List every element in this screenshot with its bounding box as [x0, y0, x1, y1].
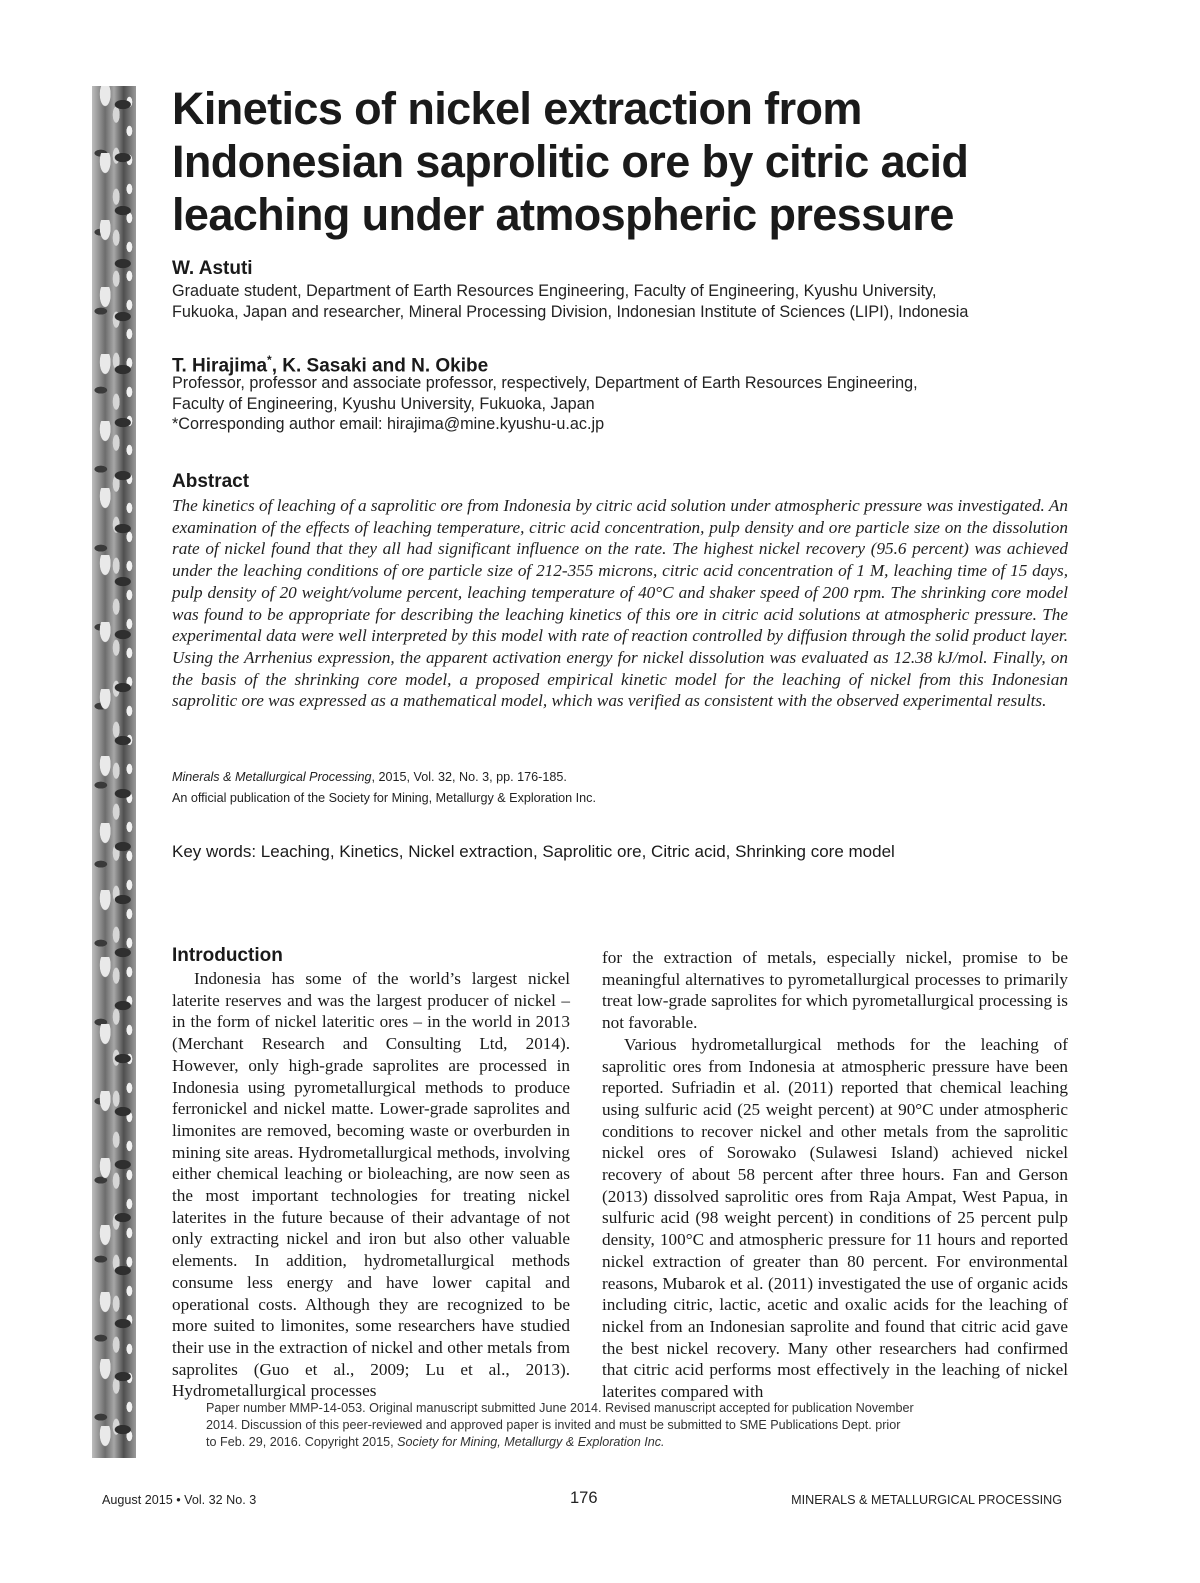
introduction-paragraph: for the extraction of metals, especially nickel, promise to be meaningful alternatives to pyrometallurgical processes to primarily treat low-grade saprolites for which pyrometallurgical processing is not favorable. [602, 948, 1068, 1033]
footer-journal-name: MINERALS & METALLURGICAL PROCESSING [791, 1493, 1062, 1507]
citation-line [172, 767, 1072, 788]
citation-block [172, 767, 1072, 809]
introduction-heading: Introduction [172, 945, 283, 966]
keywords-line: Key words: Leaching, Kinetics, Nickel extraction, Saprolitic ore, Citric acid, Shrinking core model [172, 842, 895, 861]
abstract-text: The kinetics of leaching of a saprolitic ore from Indonesia by citric acid solution under atmospheric pressure was investigated. An examination of the effects of leaching temperature, citric acid concentration, pulp density and ore particle size on the dissolution rate of nickel found that they all had significant influence on the rate. The highest nickel recovery (95.6 percent) was achieved under the leaching conditions of ore particle size of 212-355 microns, citric acid concentration of 1 M, leaching time of 15 days, pulp density of 20 weight/volume percent, leaching temperature of 40°C and shaker speed of 200 rpm. The shrinking core model was found to be appropriate for describing the leaching kinetics of this ore in citric acid solutions at atmospheric pressure. The experimental data were well interpreted by this model with rate of reaction controlled by diffusion through the solid product layer. Using the Arrhenius expression, the apparent activation energy for nickel dissolution was evaluated as 12.38 kJ/mol. Finally, on the basis of the shrinking core model, a proposed empirical kinetic model for the leaching of nickel from this Indonesian saprolitic ore was expressed as a mathematical model, which was verified as consistent with the observed experimental results. [172, 496, 1068, 711]
corresponding-email-line: *Corresponding author email: hirajima@mine.kyushu-u.ac.jp [172, 415, 605, 433]
footnote-society-name: Society for Mining, Metallurgy & Exploration Inc. [397, 1434, 665, 1449]
title-line: Kinetics of nickel extraction from [172, 83, 862, 134]
title-line: leaching under atmospheric pressure [172, 189, 954, 240]
introduction-paragraph: Various hydrometallurgical methods for the leaching of saprolitic ores from Indonesia at atmospheric pressure have been reported. Sufriadin et al. (2011) reported that chemical leaching using sulfuric acid (25 weight percent) at 90°C under atmospheric conditions to recover nickel and other metals from the saprolitic nickel ores of Sorowako (Sulawesi Island) achieved nickel recovery of about 58 percent after three hours. Fan and Gerson (2013) dissolved saprolitic ores from Raja Ampat, West Papua, in sulfuric acid (98 weight percent) in conditions of 25 percent pulp density, 100°C and atmospheric pressure for 11 hours and reported nickel extraction of greater than 80 percent. For environmental reasons, Mubarok et al. (2011) investigated the use of organic acids including citric, lactic, acetic and oxalic acids for the leaching of nickel from an Indonesian saprolite and found that citric acid gave the best nickel recovery. Many other researchers had confirmed that citric acid performs most effectively in the leaching of nickel laterites compared with [602, 1034, 1068, 1402]
author-name-hirajima: T. Hirajima [172, 355, 268, 377]
author-affiliation-astuti [172, 281, 1132, 322]
citation-details: , 2015, Vol. 32, No. 3, pp. 176-185. [371, 770, 567, 784]
footnote-line [206, 1434, 1066, 1451]
journal-name: Minerals & Metallurgical Processing [172, 770, 372, 784]
footnote-line: 2014. Discussion of this peer-reviewed and approved paper is invited and must be submitted to SME Publications Dept. prior [206, 1417, 901, 1432]
corresponding-author-mark: * [267, 353, 272, 367]
affiliation-line: Graduate student, Department of Earth Resources Engineering, Faculty of Engineering, Kyushu University, [172, 282, 937, 300]
footnote-line: Paper number MMP-14-053. Original manuscript submitted June 2014. Revised manuscript accepted for publication November [206, 1401, 914, 1415]
title-line: Indonesian saprolitic ore by citric acid [172, 136, 969, 187]
article-title [172, 82, 1132, 241]
footer-issue-info: August 2015 • Vol. 32 No. 3 [102, 1493, 257, 1507]
affiliation-line: Fukuoka, Japan and researcher, Mineral Processing Division, Indonesian Institute of Sciences (LIPI), Indonesia [172, 302, 969, 321]
introduction-paragraph: Indonesia has some of the world’s largest nickel laterite reserves and was the largest producer of nickel – in the form of nickel lateritic ores – in the world in 2013 (Merchant Research and Consulting Ltd, 2014). However, only high-grade saprolites are processed in Indonesia using pyrometallurgical methods to produce ferronickel and nickel matte. Lower-grade saprolites and limonites are removed, becoming waste or overburden in mining site areas. Hydrometallurgical methods, involving either chemical leaching or bioleaching, are now seen as the most important technologies for treating nickel laterites in the future because of their advantage of not only extracting nickel and iron but also other valuable elements. In addition, hydrometallurgical methods consume less energy and have lower capital and operational costs. Although they are recognized to be more suited to limonites, some researchers have studied their use in the extraction of nickel and other metals from saprolites (Guo et al., 2009; Lu et al., 2013). Hydrometallurgical processes [172, 969, 570, 1401]
introduction-left-column [172, 968, 570, 1402]
abstract-heading: Abstract [172, 471, 250, 492]
author-name-astuti: W. Astuti [172, 258, 253, 279]
introduction-right-column [602, 947, 1068, 1403]
footnote-copyright: to Feb. 29, 2016. Copyright 2015, [206, 1434, 398, 1449]
affiliation-line: Professor, professor and associate professor, respectively, Department of Earth Resources Engineering, [172, 374, 918, 392]
author-affiliation-hirajima [172, 373, 1132, 435]
publisher-line: An official publication of the Society for Mining, Metallurgy & Exploration Inc. [172, 791, 596, 805]
decorative-texture-stripe [92, 86, 136, 1458]
manuscript-footnote [206, 1400, 1066, 1450]
page-number: 176 [570, 1489, 598, 1507]
affiliation-line: Faculty of Engineering, Kyushu University, Fukuoka, Japan [172, 394, 595, 413]
author-names-rest: , K. Sasaki and N. Okibe [271, 355, 489, 377]
